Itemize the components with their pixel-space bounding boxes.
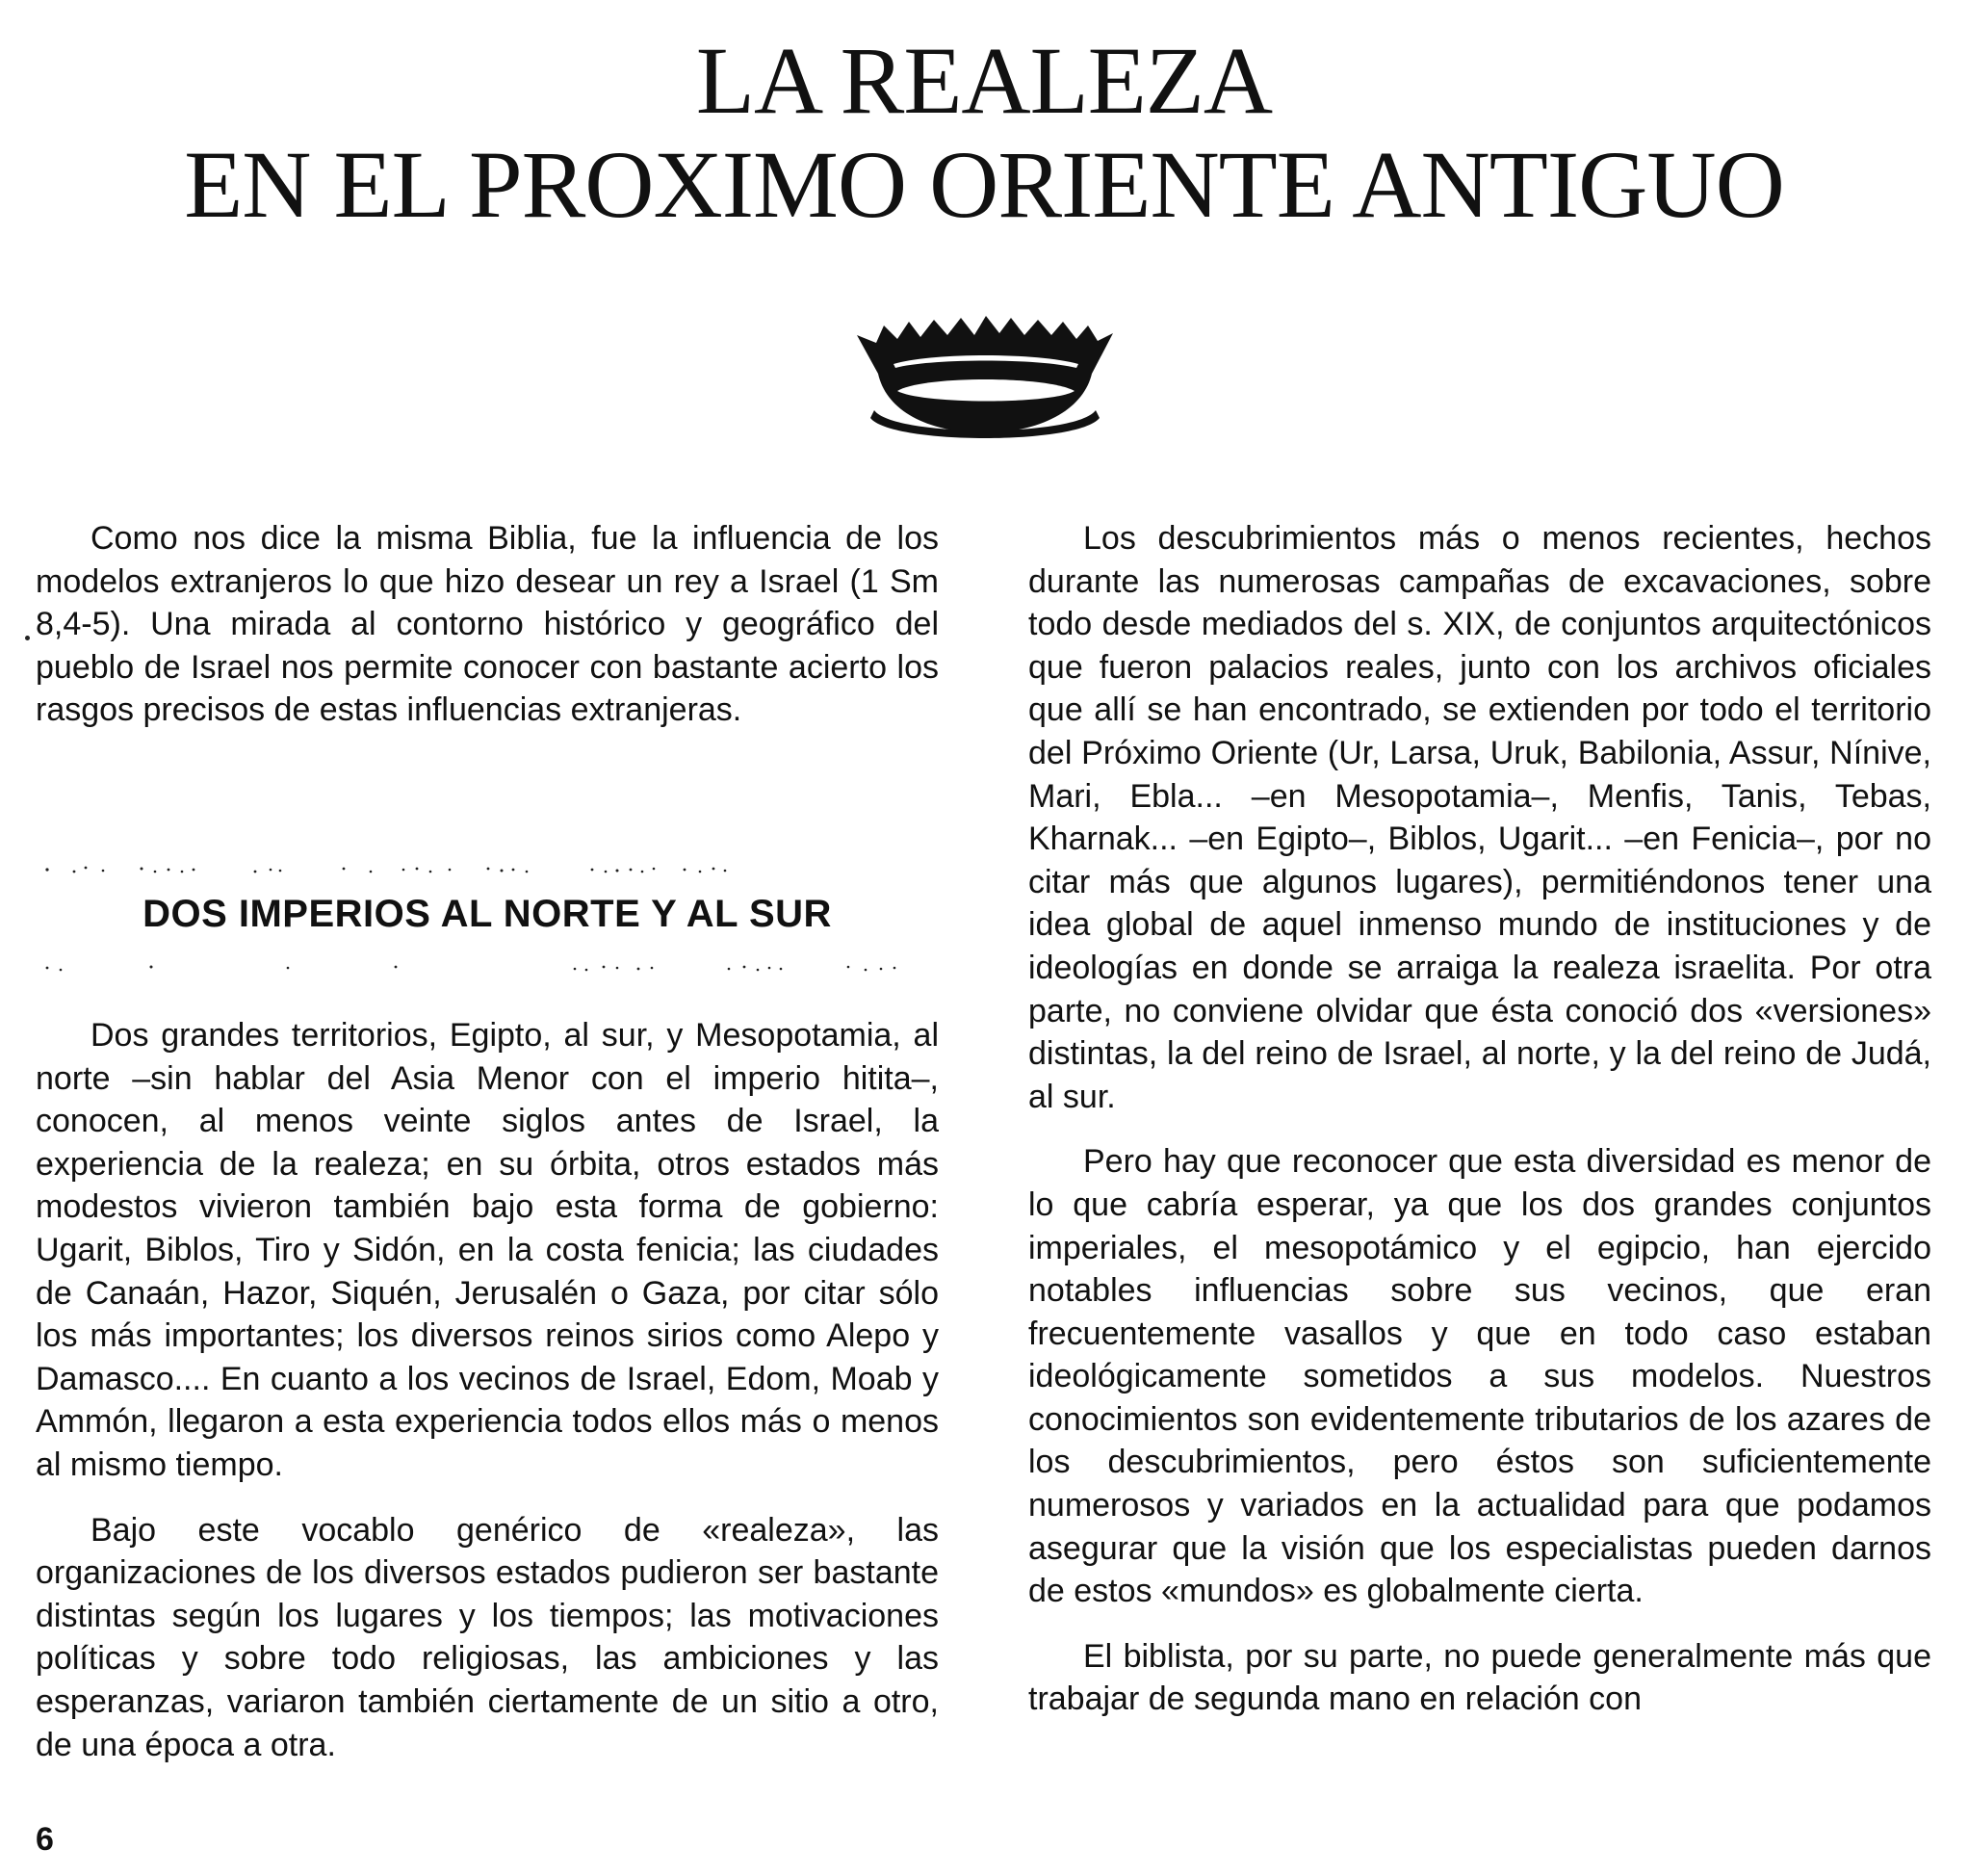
section-paragraph-1: Dos grandes territorios, Egipto, al sur, y Mesopotamia, al norte –sin hablar del Asia Menor con el imperio hitita–, conocen, al menos veinte siglos antes de Israel, la experiencia de la realeza; en su órbita, otros estados más modestos vivieron también bajo esta forma de gobierno: Ugarit, Biblos, Tiro y Sidón, en la costa fenicia; las ciudades de Canaán, Hazor, Siquén, Jerusalén o Gaza, por citar sólo los más importantes; los diversos reinos sirios como Alepo y Damasco.... En cuanto a los vecinos de Israel, Edom, Moab y Ammón, llegaron a esta experiencia todos ellos más o menos al mismo tiempo. xyxy=(36,1017,939,1483)
ornamental-dots-top xyxy=(36,860,939,879)
left-column xyxy=(36,517,939,754)
right-column xyxy=(1028,517,1931,1743)
section-heading-block xyxy=(36,860,939,976)
section-heading: DOS IMPERIOS AL NORTE Y AL SUR xyxy=(142,893,832,935)
right-paragraph-3: El biblista, por su parte, no puede generalmente más que trabajar de segunda mano en relación con xyxy=(1028,1637,1931,1718)
page-title-line-1: LA REALEZA xyxy=(695,27,1273,134)
crown-icon xyxy=(855,314,1115,445)
section-paragraph-2: Bajo este vocablo genérico de «realeza», las organizaciones de los diversos estados pudieron ser bastante distintas según los lugares y los tiempos; las motivaciones políticas y sobre todo religiosas, las ambiciones y las esperanzas, variaron también ciertamente de un sitio a otro, de una época a otra. xyxy=(36,1511,939,1763)
page-number: 6 xyxy=(36,1821,54,1858)
stray-mark xyxy=(25,636,30,640)
page-title-line-2: EN EL PROXIMO ORIENTE ANTIGUO xyxy=(184,131,1784,238)
ornamental-dots-bottom xyxy=(36,958,939,977)
right-paragraph-1: Los descubrimientos más o menos recientes, hechos durante las numerosas campañas de excavaciones, sobre todo desde mediados del s. XIX, de conjuntos arquitectónicos que fueron palacios reales, junto con los archivos oficiales que allí se han encontrado, se extienden por todo el territorio del Próximo Oriente (Ur, Larsa, Uruk, Babilonia, Assur, Nínive, Mari, Ebla... –en Mesopotamia–, Menfis, Tanis, Tebas, Kharnak... –en Egipto–, Biblos, Ugarit... –en Fenicia–, por no citar más que algunos lugares), permitiéndonos tener una idea global de aquel inmenso mundo de instituciones y de ideologías en donde se arraiga la realeza israelita. Por otra parte, no conviene olvidar que ésta conoció dos «versiones» distintas, la del reino de Israel, al norte, y la del reino de Judá, al sur. xyxy=(1028,520,1931,1115)
right-paragraph-2: Pero hay que reconocer que esta diversidad es menor de lo que cabría esperar, ya que los dos grandes conjuntos imperiales, el mesopotámico y el egipcio, han ejercido notables influencias sobre sus vecinos, que eran frecuentemente vasallos y que en todo caso estaban ideológicamente sometidos a sus modelos. Nuestros conocimientos son evidentemente tributarios de los azares de los descubrimientos, pero éstos son suficientemente numerosos y variados en la actualidad para que podamos asegurar que la visión que los especialistas pueden darnos de estos «mundos» es globalmente cierta. xyxy=(1028,1143,1931,1610)
left-column-section xyxy=(36,1014,939,1788)
intro-paragraph: Como nos dice la misma Biblia, fue la influencia de los modelos extranjeros lo que hizo desear un rey a Israel (1 Sm 8,4-5). Una mirada al contorno histórico y geográfico del pueblo de Israel nos permite conocer con bastante acierto los rasgos precisos de estas influencias extranjeras. xyxy=(36,520,939,729)
